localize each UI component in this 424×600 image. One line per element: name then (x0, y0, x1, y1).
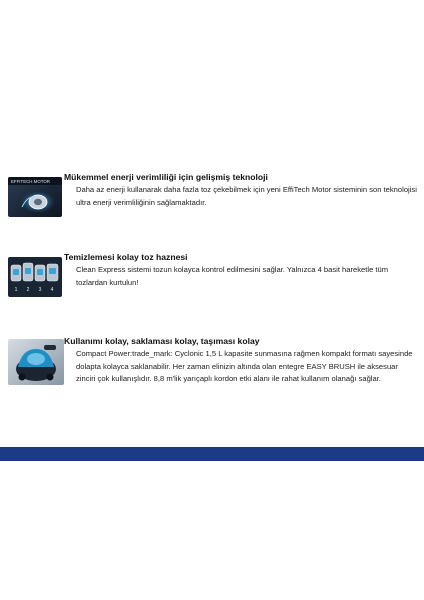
feature-heading: Mükemmel enerji verimliliği için gelişmiş teknoloji (64, 172, 268, 182)
step-number: 1 (14, 287, 18, 293)
vacuum-product-image (8, 339, 64, 385)
clean-express-steps-image (8, 257, 62, 297)
feature-description: Clean Express sistemi tozun kolayca kontrol edilmesini sağlar. Yalnızca 4 basit hareketle tüm tozlardan kurtulun! (76, 265, 389, 287)
feature-heading: Kullanımı kolay, saklaması kolay, taşıması kolay (64, 336, 260, 346)
bottom-bar (0, 447, 424, 461)
effitech-motor-image (8, 177, 62, 217)
feature-heading: Temizlemesi kolay toz haznesi (64, 252, 188, 262)
thumb-label: EFFITECH MOTOR (11, 179, 50, 184)
feature-description: Daha az enerji kullanarak daha fazla toz çekebilmek için yeni EffiTech Motor sisteminin son teknolojisi ultra enerji verimliliğinin sağlamaktadır. (76, 185, 417, 207)
step-number: 3 (38, 287, 42, 293)
feature-description: Compact Power:trade_mark: Cyclonic 1,5 L kapasite sunmasına rağmen kompakt formatı sayesinde dolapta kolayca saklanabilir. Her zaman elinizin altında olan entegre EASY BRUSH ile aksesuar zinciri çok kullanışlıdır. 8,8 m'lik yarıçaplı kordon etki alanı ile rahat kullanım olanağı sağlar. (76, 349, 413, 384)
step-number: 4 (50, 287, 54, 293)
step-number: 2 (26, 287, 30, 293)
